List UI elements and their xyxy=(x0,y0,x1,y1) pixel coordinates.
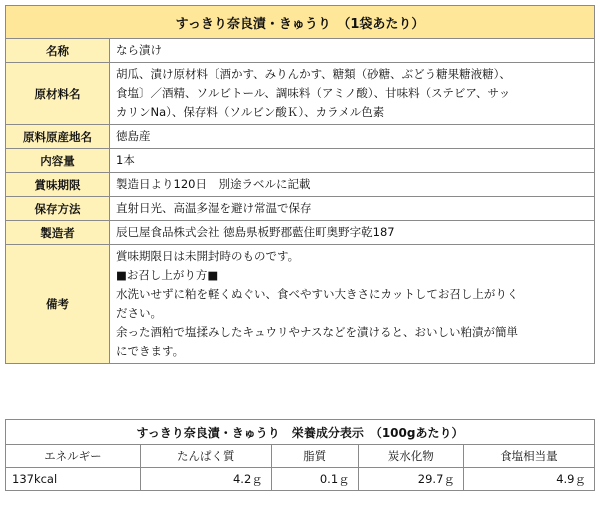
spec-label: 備考 xyxy=(6,245,110,364)
spec-title: すっきり奈良漬・きゅうり （1袋あたり） xyxy=(6,6,595,39)
spec-value: 製造日より120日 別途ラベルに記載 xyxy=(110,173,595,197)
note-line: ださい。 xyxy=(116,306,162,320)
spec-value: 徳島産 xyxy=(110,125,595,149)
nutrition-value: 29.7ｇ xyxy=(358,468,463,491)
note-line: ■お召し上がり方■ xyxy=(116,268,219,282)
spec-label: 保存方法 xyxy=(6,197,110,221)
spec-value: 直射日光、高温多湿を避け常温で保存 xyxy=(110,197,595,221)
spec-label: 原材料名 xyxy=(6,63,110,125)
spec-row-storage xyxy=(6,197,595,221)
note-line: 水洗いせずに粕を軽くぬぐい、食べやすい大きさにカットしてお召し上がりく xyxy=(116,287,519,301)
spec-label: 内容量 xyxy=(6,149,110,173)
nutrition-header: たんぱく質 xyxy=(140,445,271,468)
spec-value: 辰巳屋食品株式会社 徳島県板野郡藍住町奥野字乾187 xyxy=(110,221,595,245)
nutrition-table xyxy=(5,419,595,491)
ingredients-line: 胡瓜、漬け原材料〔酒かす、みりんかす、糖類（砂糖、ぶどう糖果糖液糖）、 xyxy=(116,67,511,81)
nutrition-header-row xyxy=(6,445,595,468)
nutrition-title: すっきり奈良漬・きゅうり 栄養成分表示 （100gあたり） xyxy=(6,420,595,445)
spec-row-notes xyxy=(6,245,595,364)
nutrition-header: 食塩相当量 xyxy=(463,445,594,468)
spec-value: 1本 xyxy=(110,149,595,173)
spec-value: なら漬け xyxy=(110,39,595,63)
spec-label: 賞味期限 xyxy=(6,173,110,197)
nutrition-value-row xyxy=(6,468,595,491)
product-spec-table xyxy=(5,5,595,364)
spec-label: 原料原産地名 xyxy=(6,125,110,149)
nutrition-header: 脂質 xyxy=(271,445,358,468)
spec-value xyxy=(110,63,595,125)
nutrition-value: 4.2ｇ xyxy=(140,468,271,491)
spec-row-name xyxy=(6,39,595,63)
note-line: 余った酒粕で塩揉みしたキュウリやナスなどを漬けると、おいしい粕漬が簡単 xyxy=(116,325,519,339)
spec-row-quantity xyxy=(6,149,595,173)
nutrition-header: エネルギー xyxy=(6,445,141,468)
spec-label: 名称 xyxy=(6,39,110,63)
nutrition-value: 4.9ｇ xyxy=(463,468,594,491)
spec-row-manufacturer xyxy=(6,221,595,245)
note-line: 賞味期限日は未開封時のものです。 xyxy=(116,249,300,263)
spec-label: 製造者 xyxy=(6,221,110,245)
spec-row-ingredients xyxy=(6,63,595,125)
nutrition-value: 137kcal xyxy=(6,468,141,491)
spec-row-origin xyxy=(6,125,595,149)
spec-value xyxy=(110,245,595,364)
nutrition-header: 炭水化物 xyxy=(358,445,463,468)
ingredients-line: カリンNa）、保存料（ソルビン酸Ｋ）、カラメル色素 xyxy=(116,105,385,119)
note-line: にできます。 xyxy=(116,344,185,358)
nutrition-value: 0.1ｇ xyxy=(271,468,358,491)
ingredients-line: 食塩〕／酒精、ソルビトール、調味料（アミノ酸）、甘味料（ステビア、サッ xyxy=(116,86,511,100)
spec-row-expiry xyxy=(6,173,595,197)
